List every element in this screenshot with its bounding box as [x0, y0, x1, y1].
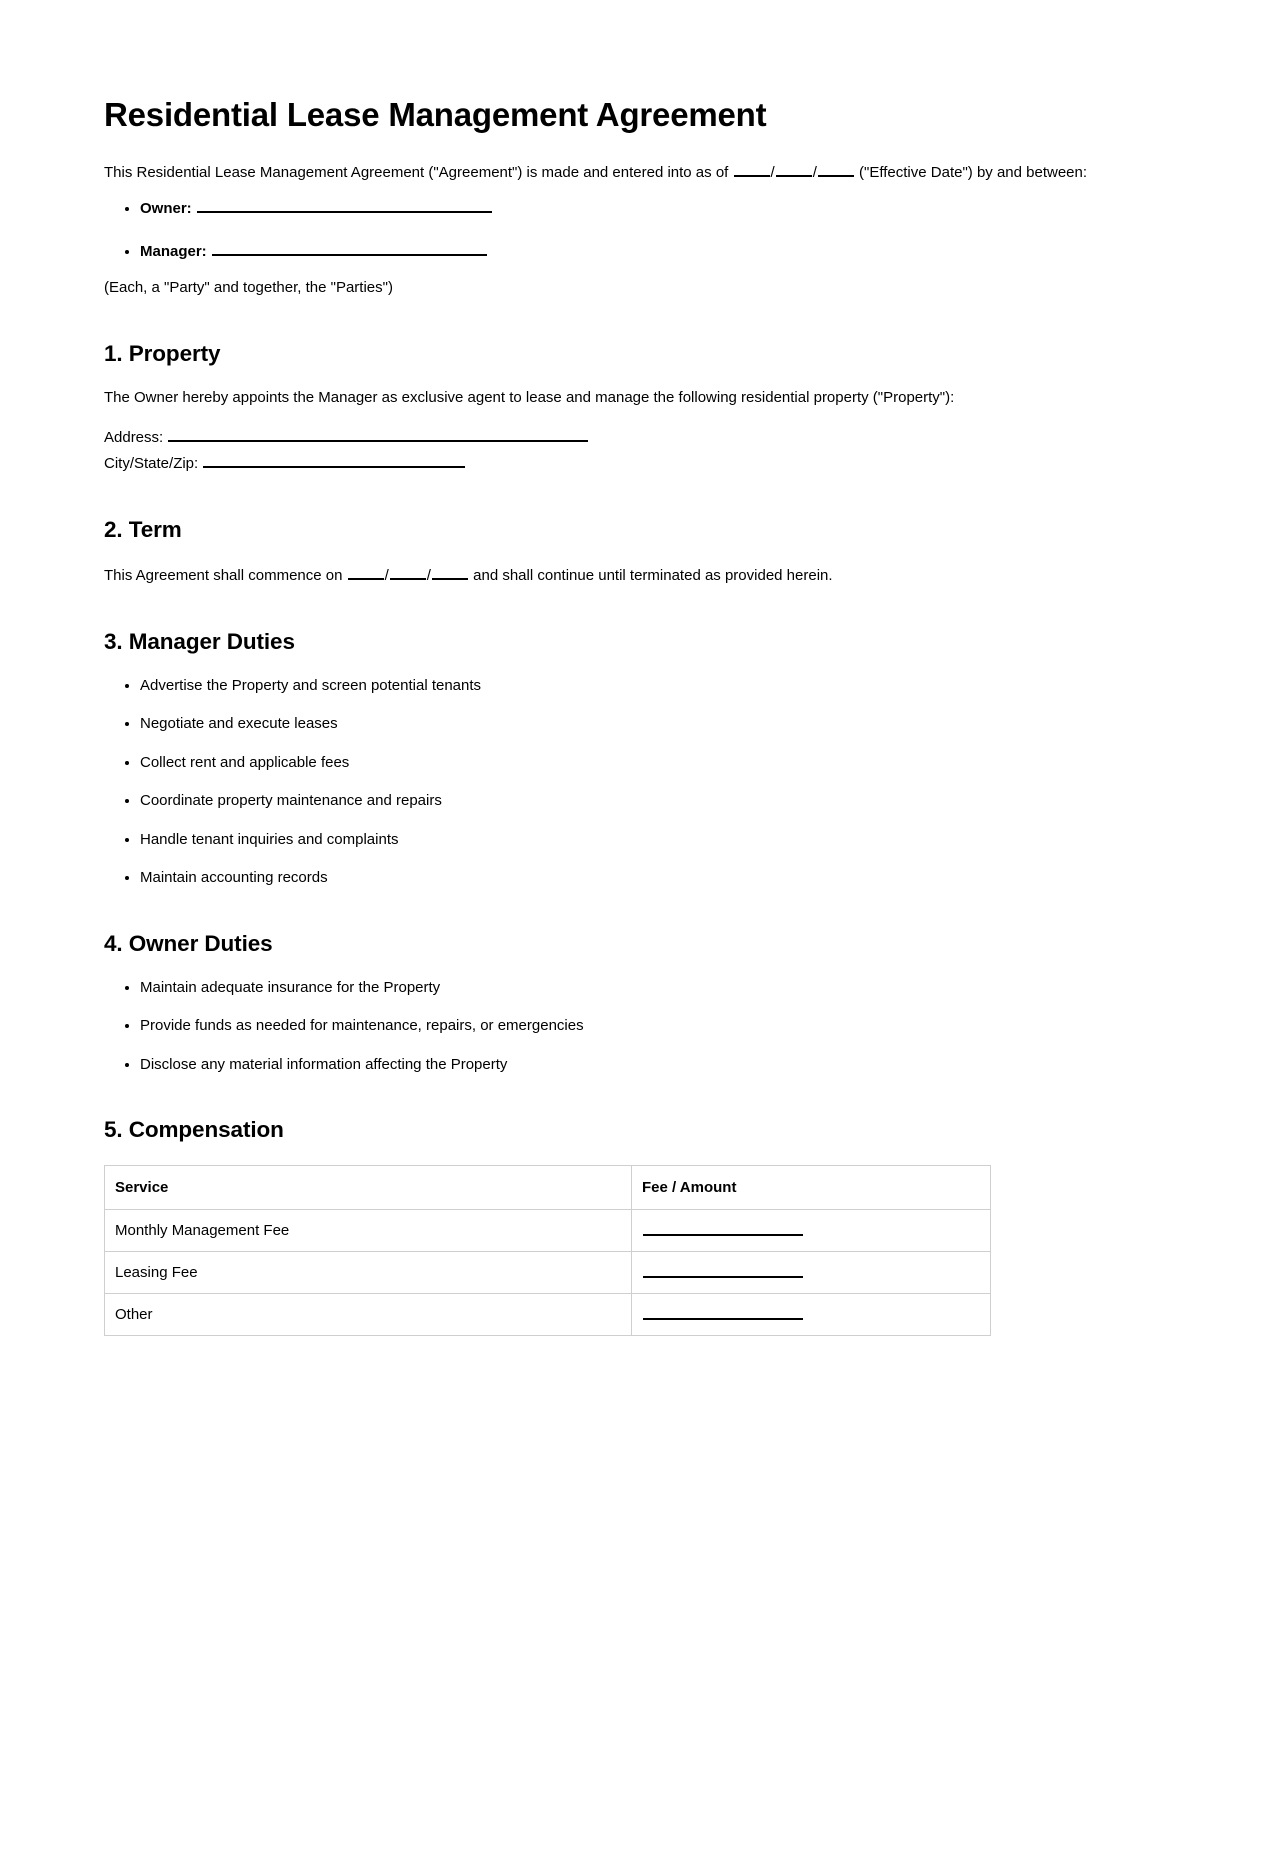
- effective-date-year-blank[interactable]: [818, 160, 854, 177]
- list-item: • Handle tenant inquiries and complaints: [140, 829, 1159, 852]
- list-item: • Advertise the Property and screen potential tenants: [140, 675, 1159, 698]
- table-row: [105, 1294, 991, 1336]
- monthly-management-fee-input[interactable]: [643, 1219, 803, 1236]
- commencement-date-blank[interactable]: [347, 567, 474, 584]
- effective-date-month-blank[interactable]: [734, 160, 770, 177]
- column-header-service: Service: [105, 1166, 632, 1210]
- address-input[interactable]: [168, 425, 588, 442]
- cell-fee-monthly-management-fee: [632, 1210, 991, 1252]
- commencement-date-month-blank[interactable]: [348, 563, 384, 580]
- list-item: • Coordinate property maintenance and repairs: [140, 790, 1159, 813]
- address-label: Address:: [104, 429, 164, 447]
- city-state-zip-label: City/State/Zip:: [104, 454, 199, 472]
- term-paragraph: [104, 563, 1159, 588]
- intro-text-before-date: This Residential Lease Management Agreement ("Agreement") is made and entered into as of: [104, 163, 729, 181]
- list-item-manager: [140, 239, 1159, 264]
- property-fields: [104, 425, 1159, 476]
- list-item: • Disclose any material information affecting the Property: [140, 1054, 1159, 1077]
- other-fee-input[interactable]: [643, 1303, 803, 1320]
- section-heading-compensation: 5. Compensation: [104, 1117, 284, 1143]
- cell-service-leasing-fee: Leasing Fee: [105, 1252, 632, 1294]
- effective-date-day-blank[interactable]: [776, 160, 812, 177]
- commencement-date-day-blank[interactable]: [390, 563, 426, 580]
- leasing-fee-input[interactable]: [643, 1261, 803, 1278]
- commencement-date-year-blank[interactable]: [432, 563, 468, 580]
- manager-label: Manager:: [140, 242, 207, 260]
- section-heading-property: 1. Property: [104, 340, 221, 366]
- column-header-fee-amount: Fee / Amount: [632, 1166, 991, 1210]
- list-item: • Negotiate and execute leases: [140, 713, 1159, 736]
- parties-note: (Each, a "Party" and together, the "Parties"): [104, 279, 393, 297]
- date-separator-2: /: [812, 163, 817, 181]
- cell-service-monthly-management-fee: Monthly Management Fee: [105, 1210, 632, 1252]
- cell-service-other: Other: [105, 1294, 632, 1336]
- commencement-date-separator-1: /: [384, 567, 389, 585]
- list-item: • Collect rent and applicable fees: [140, 752, 1159, 775]
- list-item: • Maintain accounting records: [140, 867, 1159, 890]
- owner-label: Owner:: [140, 200, 192, 218]
- manager-name-input[interactable]: [212, 239, 487, 256]
- city-state-zip-input[interactable]: [203, 451, 465, 468]
- list-item: • Maintain adequate insurance for the Property: [140, 977, 1159, 1000]
- effective-date-blank[interactable]: [733, 164, 860, 181]
- city-state-zip-field-row: [104, 451, 1159, 476]
- commencement-date-separator-2: /: [426, 567, 431, 585]
- address-field-row: [104, 425, 1159, 450]
- list-item: • Provide funds as needed for maintenance, repairs, or emergencies: [140, 1015, 1159, 1038]
- section-heading-owner-duties: 4. Owner Duties: [104, 930, 273, 956]
- table-row: [105, 1210, 991, 1252]
- section-heading-manager-duties: 3. Manager Duties: [104, 628, 295, 654]
- intro-paragraph: [104, 160, 1159, 185]
- intro-text-after-date: ("Effective Date") by and between:: [859, 163, 1088, 181]
- owner-name-input[interactable]: [197, 196, 492, 213]
- compensation-table-body: [105, 1210, 991, 1336]
- parties-list: [104, 196, 1159, 263]
- cell-fee-other: [632, 1294, 991, 1336]
- table-header-row: [105, 1166, 991, 1210]
- page-title: Residential Lease Management Agreement: [104, 96, 767, 133]
- property-paragraph: The Owner hereby appoints the Manager as exclusive agent to lease and manage the following residential property ("Property"):: [104, 388, 955, 406]
- cell-fee-leasing-fee: [632, 1252, 991, 1294]
- term-text-before-date: This Agreement shall commence on: [104, 567, 343, 585]
- table-row: [105, 1252, 991, 1294]
- date-separator-1: /: [770, 163, 775, 181]
- owner-duties-list: [104, 977, 1159, 1077]
- term-text-after-date: and shall continue until terminated as provided herein.: [473, 567, 833, 585]
- list-item-owner: [140, 196, 1159, 221]
- section-heading-term: 2. Term: [104, 517, 182, 543]
- manager-duties-list: [104, 675, 1159, 890]
- compensation-table: [104, 1165, 991, 1336]
- compensation-table-head: [105, 1166, 991, 1210]
